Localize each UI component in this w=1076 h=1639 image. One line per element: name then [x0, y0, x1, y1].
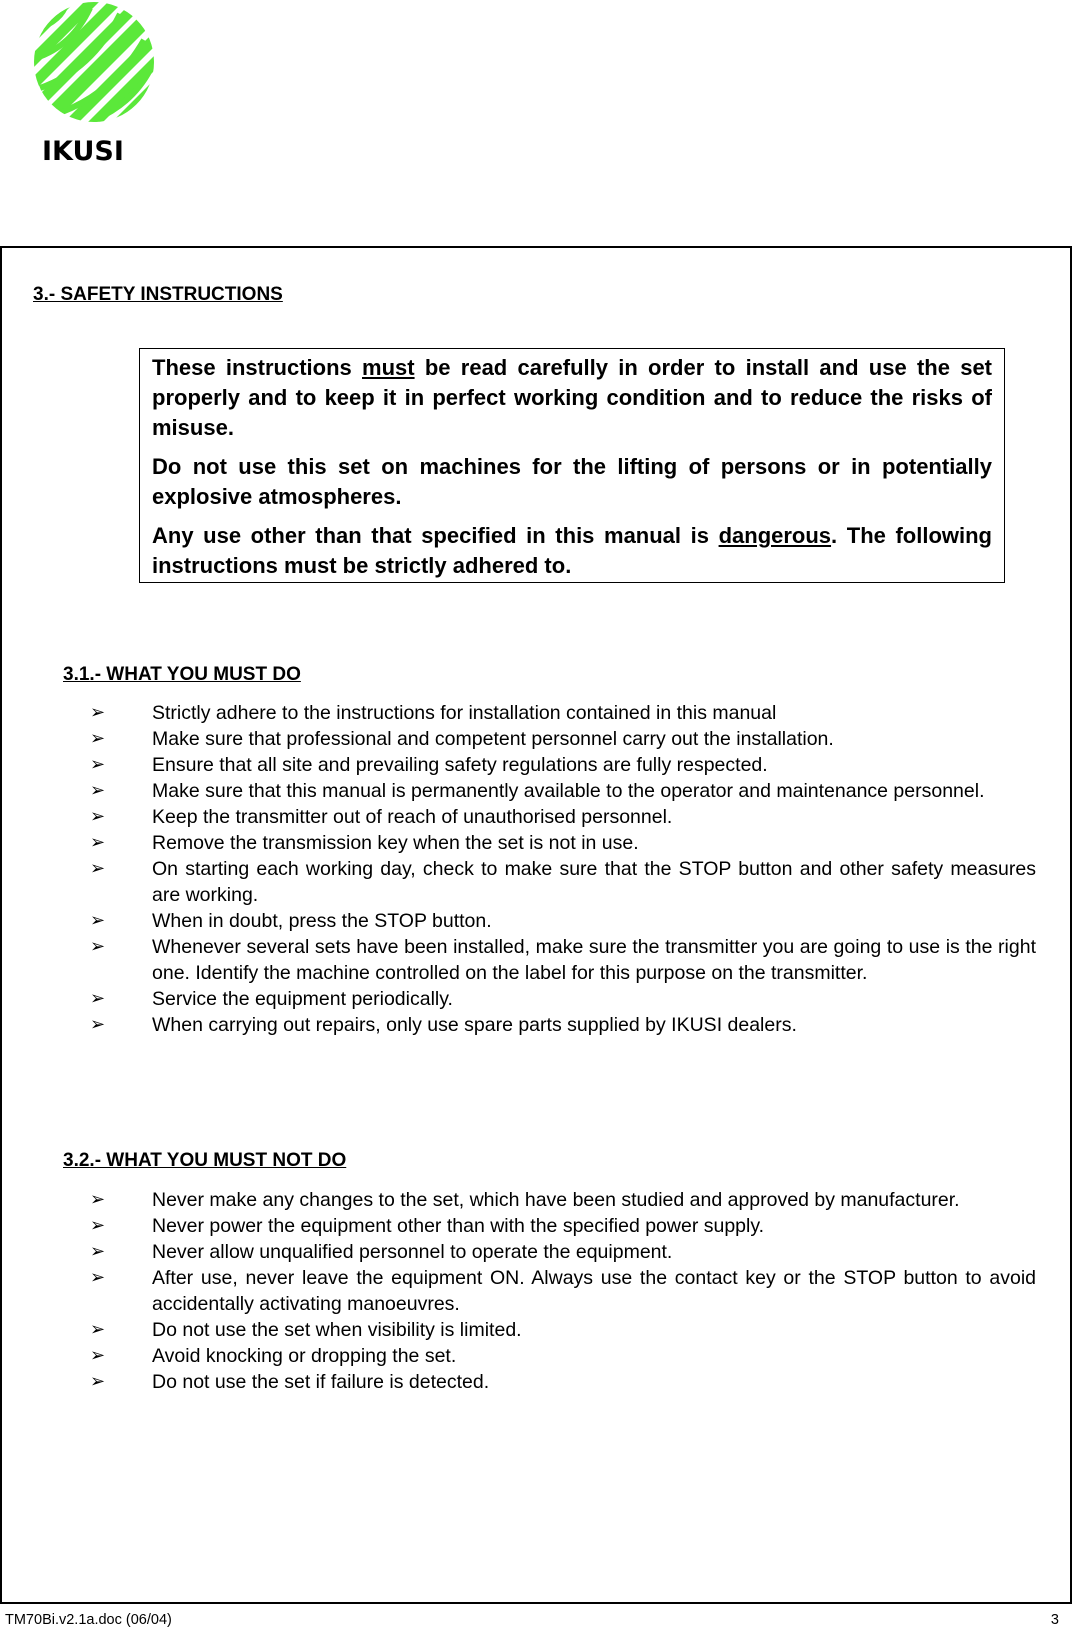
- warning-text: be read carefully in order to install and use the set properly and to keep it in perfect working condition and to reduce the risks of misuse.: [152, 355, 992, 440]
- warning-text: These instructions: [152, 355, 352, 380]
- arrow-bullet-icon: ➢: [90, 936, 106, 957]
- warning-emphasis-dangerous: dangerous: [718, 523, 832, 548]
- warning-box: [139, 348, 1005, 583]
- warning-emphasis-must: must: [362, 355, 415, 380]
- list-item: ➢ Whenever several sets have been installed, make sure the transmitter you are going to use is the right one. Identify the machine controlled on the label for this purpose on the transmitter.: [90, 936, 1036, 984]
- list-item: ➢ Make sure that professional and competent personnel carry out the installation.: [90, 728, 834, 750]
- ikusi-logo-emblem-icon: [32, 0, 156, 132]
- footer-doc-name: TM70Bi.v2.1a.doc (06/04): [5, 1612, 172, 1628]
- arrow-bullet-icon: ➢: [90, 988, 106, 1009]
- list-item: ➢ Never power the equipment other than with the specified power supply.: [90, 1215, 765, 1237]
- list-item: ➢ Avoid knocking or dropping the set.: [90, 1345, 457, 1367]
- must-do-list: [90, 700, 1036, 1038]
- arrow-bullet-icon: ➢: [90, 754, 106, 775]
- arrow-bullet-icon: ➢: [90, 910, 106, 931]
- arrow-bullet-icon: ➢: [90, 1371, 106, 1392]
- arrow-bullet-icon: ➢: [90, 1014, 106, 1035]
- arrow-bullet-icon: ➢: [90, 858, 106, 879]
- list-item: ➢ Remove the transmission key when the set is not in use.: [90, 832, 639, 854]
- section-title: 3.- SAFETY INSTRUCTIONS: [33, 284, 283, 305]
- list-item: ➢ Service the equipment periodically.: [90, 988, 453, 1010]
- arrow-bullet-icon: ➢: [90, 728, 106, 749]
- list-item: ➢ Never allow unqualified personnel to operate the equipment.: [90, 1241, 673, 1263]
- must-do-title: 3.1.- WHAT YOU MUST DO: [63, 664, 301, 685]
- warning-text: . The following instructions must be strictly adhered to.: [152, 523, 992, 578]
- arrow-bullet-icon: ➢: [90, 1319, 106, 1340]
- list-item: ➢ Ensure that all site and prevailing safety regulations are fully respected.: [90, 754, 768, 776]
- ikusi-logo: [32, 0, 162, 172]
- ikusi-logo-wordmark: IKUSI: [42, 136, 124, 167]
- list-item: ➢ Do not use the set when visibility is limited.: [90, 1319, 522, 1341]
- warning-paragraph-1: [152, 353, 992, 443]
- arrow-bullet-icon: ➢: [90, 806, 106, 827]
- must-not-do-title: 3.2.- WHAT YOU MUST NOT DO: [63, 1150, 347, 1171]
- list-item: ➢ Keep the transmitter out of reach of unauthorised personnel.: [90, 806, 673, 828]
- list-item: ➢ Strictly adhere to the instructions for installation contained in this manual: [90, 702, 777, 724]
- warning-paragraph-3: [152, 521, 992, 581]
- list-item: ➢ Never make any changes to the set, which have been studied and approved by manufacturer.: [90, 1189, 960, 1211]
- list-item: ➢ After use, never leave the equipment ON. Always use the contact key or the STOP button to avoid accidentally activating manoeuvres.: [90, 1267, 1036, 1315]
- list-item: ➢ Make sure that this manual is permanently available to the operator and maintenance personnel.: [90, 780, 985, 802]
- list-item: ➢ Do not use the set if failure is detected.: [90, 1371, 490, 1393]
- list-item: ➢ On starting each working day, check to make sure that the STOP button and other safety measures are working.: [90, 858, 1036, 906]
- arrow-bullet-icon: ➢: [90, 1241, 106, 1262]
- must-not-do-list: [90, 1187, 1036, 1395]
- arrow-bullet-icon: ➢: [90, 1215, 106, 1236]
- arrow-bullet-icon: ➢: [90, 1345, 106, 1366]
- list-item: ➢ When carrying out repairs, only use spare parts supplied by IKUSI dealers.: [90, 1014, 797, 1036]
- list-item: ➢ When in doubt, press the STOP button.: [90, 910, 492, 932]
- arrow-bullet-icon: ➢: [90, 780, 106, 801]
- arrow-bullet-icon: ➢: [90, 832, 106, 853]
- warning-paragraph-2: Do not use this set on machines for the lifting of persons or in potentially explosive atmospheres.: [152, 454, 992, 509]
- arrow-bullet-icon: ➢: [90, 1189, 106, 1210]
- arrow-bullet-icon: ➢: [90, 1267, 106, 1288]
- warning-text: Any use other than that specified in this manual is: [152, 523, 709, 548]
- footer-page-number: 3: [1050, 1612, 1059, 1628]
- arrow-bullet-icon: ➢: [90, 702, 106, 723]
